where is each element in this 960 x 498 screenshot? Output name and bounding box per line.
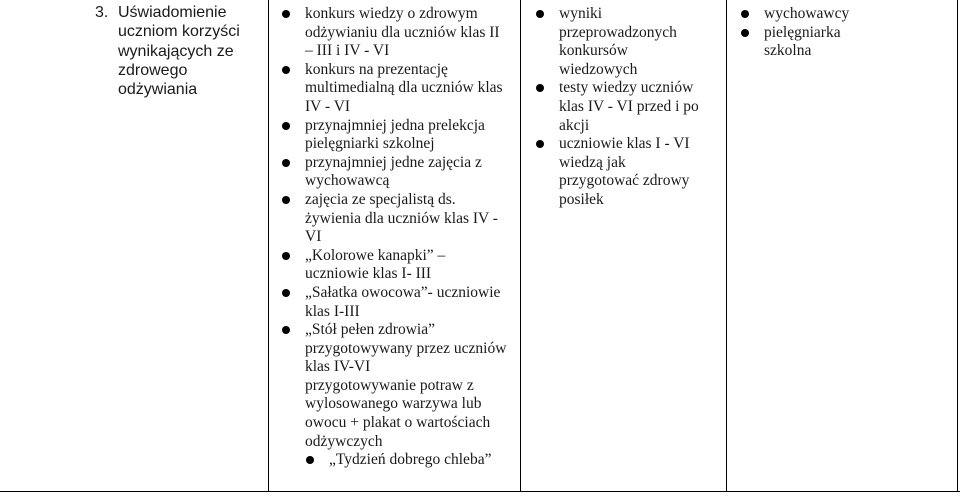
responsible-cell: [726, 5, 956, 61]
activity-item-text: konkurs na prezentację multimedialną dla uczniów klas IV - VI: [305, 60, 503, 115]
outcome-item: [520, 5, 720, 79]
activity-item-text: „Kolorowe kanapki” – uczniowie klas I- III: [305, 246, 446, 283]
bullet-icon: [282, 10, 290, 18]
activity-item: [268, 284, 518, 321]
activity-item: [268, 5, 518, 61]
activities-cell: [268, 5, 518, 470]
activity-item-text: „Stół pełen zdrowia” przygotowywany przez uczniów klas IV-VI przygotowywanie potraw z wylosowanego warzywa lub owocu + plakat o wartościach odżywczych: [305, 321, 507, 450]
bullet-icon: [282, 289, 290, 297]
responsible-item-text: wychowawcy: [764, 5, 850, 22]
activity-item-text: zajęcia ze specjalistą ds. żywienia dla uczniów klas IV - VI: [305, 190, 498, 246]
outcome-item-text: uczniowie klas I - VI wiedzą jak przygotować zdrowy posiłek: [559, 135, 690, 208]
row-bottom-border: [0, 491, 960, 492]
activity-item: [268, 61, 518, 117]
goal-title: Uświadomienie uczniom korzyści wynikających ze zdrowego odżywiania: [118, 4, 240, 99]
bullet-icon: [282, 252, 290, 260]
activity-item-text: przynajmniej jedne zajęcia z wychowawcą: [305, 153, 482, 190]
activity-item: [268, 191, 518, 247]
bullet-icon: [282, 196, 290, 204]
activity-item: [268, 154, 518, 191]
bullet-icon: [282, 66, 290, 74]
activity-item-text: „Tydzień dobrego chleba”: [329, 451, 492, 469]
outcome-item: [520, 135, 720, 209]
outcomes-list: [520, 5, 720, 210]
outcome-item-text: wyniki przeprowadzonych konkursów wiedzowych: [559, 5, 677, 78]
responsible-item: [726, 5, 956, 24]
bullet-icon: [306, 456, 314, 464]
bullet-icon: [536, 84, 544, 92]
activities-list: [268, 5, 518, 470]
activity-item: [268, 247, 518, 284]
bullet-icon: [282, 122, 290, 130]
bullet-icon: [741, 10, 749, 18]
activity-item: [268, 451, 518, 470]
activity-item-text: konkurs wiedzy o zdrowym odżywianiu dla uczniów klas II – III i IV - VI: [305, 5, 500, 60]
outcome-item-text: testy wiedzy uczniów klas IV - VI przed i po akcji: [559, 79, 699, 134]
outcomes-cell: [520, 5, 720, 210]
activity-item: [268, 117, 518, 154]
row-number: 3.: [95, 4, 109, 21]
activity-item-text: przynajmniej jedna prelekcja pielęgniarki szkolnej: [305, 116, 485, 153]
bullet-icon: [282, 326, 290, 334]
activity-item: [268, 321, 518, 451]
bullet-icon: [536, 140, 544, 148]
outcome-item: [520, 79, 720, 135]
bullet-icon: [282, 159, 290, 167]
bullet-icon: [536, 10, 544, 18]
bullet-icon: [741, 29, 749, 37]
responsible-list: [726, 5, 956, 61]
column-divider: [957, 0, 958, 492]
responsible-item-text: pielęgniarka szkolna: [764, 23, 841, 60]
column-divider: [726, 0, 727, 492]
activity-item-text: „Sałatka owocowa”- uczniowie klas I-III: [305, 283, 501, 320]
responsible-item: [726, 24, 956, 61]
